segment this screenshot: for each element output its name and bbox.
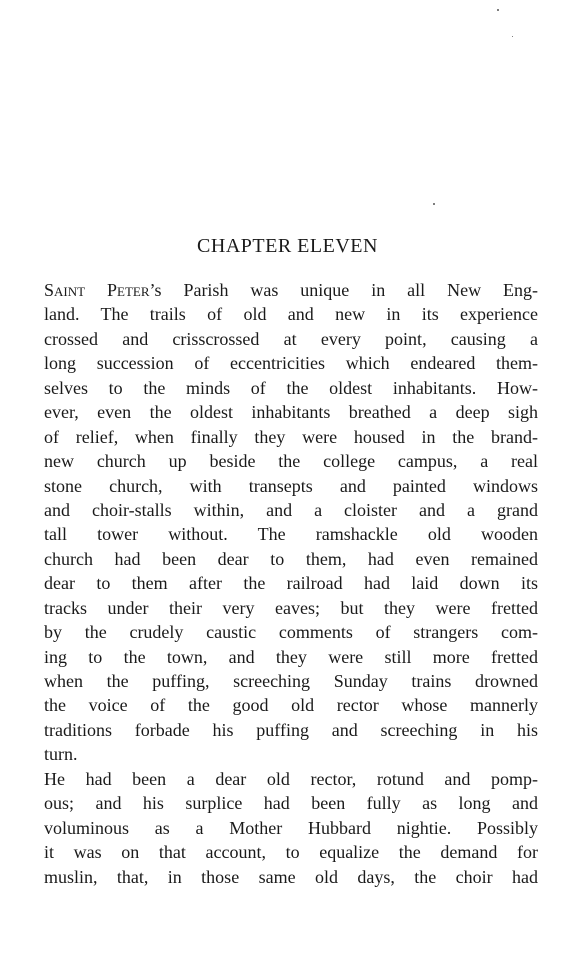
text-line: ever, even the oldest inhabitants breathed a deep sigh <box>44 402 538 423</box>
text-line: land. The trails of old and new in its experience <box>44 304 538 325</box>
paper-speck <box>512 36 513 37</box>
text-line: crossed and crisscrossed at every point, causing a <box>44 328 538 349</box>
text-line: new church up beside the college campus, a real <box>44 451 538 472</box>
text-line: tracks under their very eaves; but they were fretted <box>44 597 538 618</box>
text-line: ous; and his surplice had been fully as long and <box>44 793 538 814</box>
text-line-rest: ’s Parish was unique in all New Eng- <box>149 280 538 300</box>
text-line: voluminous as a Mother Hubbard nightie. Possibly <box>44 817 538 838</box>
paragraph-2 <box>44 767 538 889</box>
text-line: the voice of the good old rector whose mannerly <box>44 695 538 716</box>
text-line: long succession of eccentricities which endeared them- <box>44 353 538 374</box>
text-line: He had been a dear old rector, rotund and pomp- <box>44 768 538 789</box>
text-line <box>44 278 538 302</box>
body-text <box>44 278 538 889</box>
paper-speck <box>433 203 435 205</box>
text-line: turn. <box>44 744 78 765</box>
text-line: it was on that account, to equalize the demand for <box>44 842 538 863</box>
paragraph-1 <box>44 278 538 767</box>
text-line: tall tower without. The ramshackle old wooden <box>44 524 538 545</box>
text-line: of relief, when finally they were housed in the brand- <box>44 426 538 447</box>
paper-speck <box>497 9 499 11</box>
text-line: stone church, with transepts and painted windows <box>44 475 538 496</box>
text-line: muslin, that, in those same old days, the choir had <box>44 866 538 887</box>
text-line: by the crudely caustic comments of strangers com- <box>44 622 538 643</box>
text-line: traditions forbade his puffing and screeching in his <box>44 719 538 740</box>
text-line: dear to them after the railroad had laid down its <box>44 573 538 594</box>
lead-small-caps: Saint Peter <box>44 280 150 300</box>
text-line: and choir-stalls within, and a cloister and a grand <box>44 499 538 520</box>
text-line: selves to the minds of the oldest inhabitants. How- <box>44 377 538 398</box>
chapter-title: CHAPTER ELEVEN <box>197 235 378 257</box>
text-line: when the puffing, screeching Sunday trains drowned <box>44 671 538 691</box>
text-line: church had been dear to them, had even remained <box>44 548 538 569</box>
text-line: ing to the town, and they were still more fretted <box>44 646 538 667</box>
